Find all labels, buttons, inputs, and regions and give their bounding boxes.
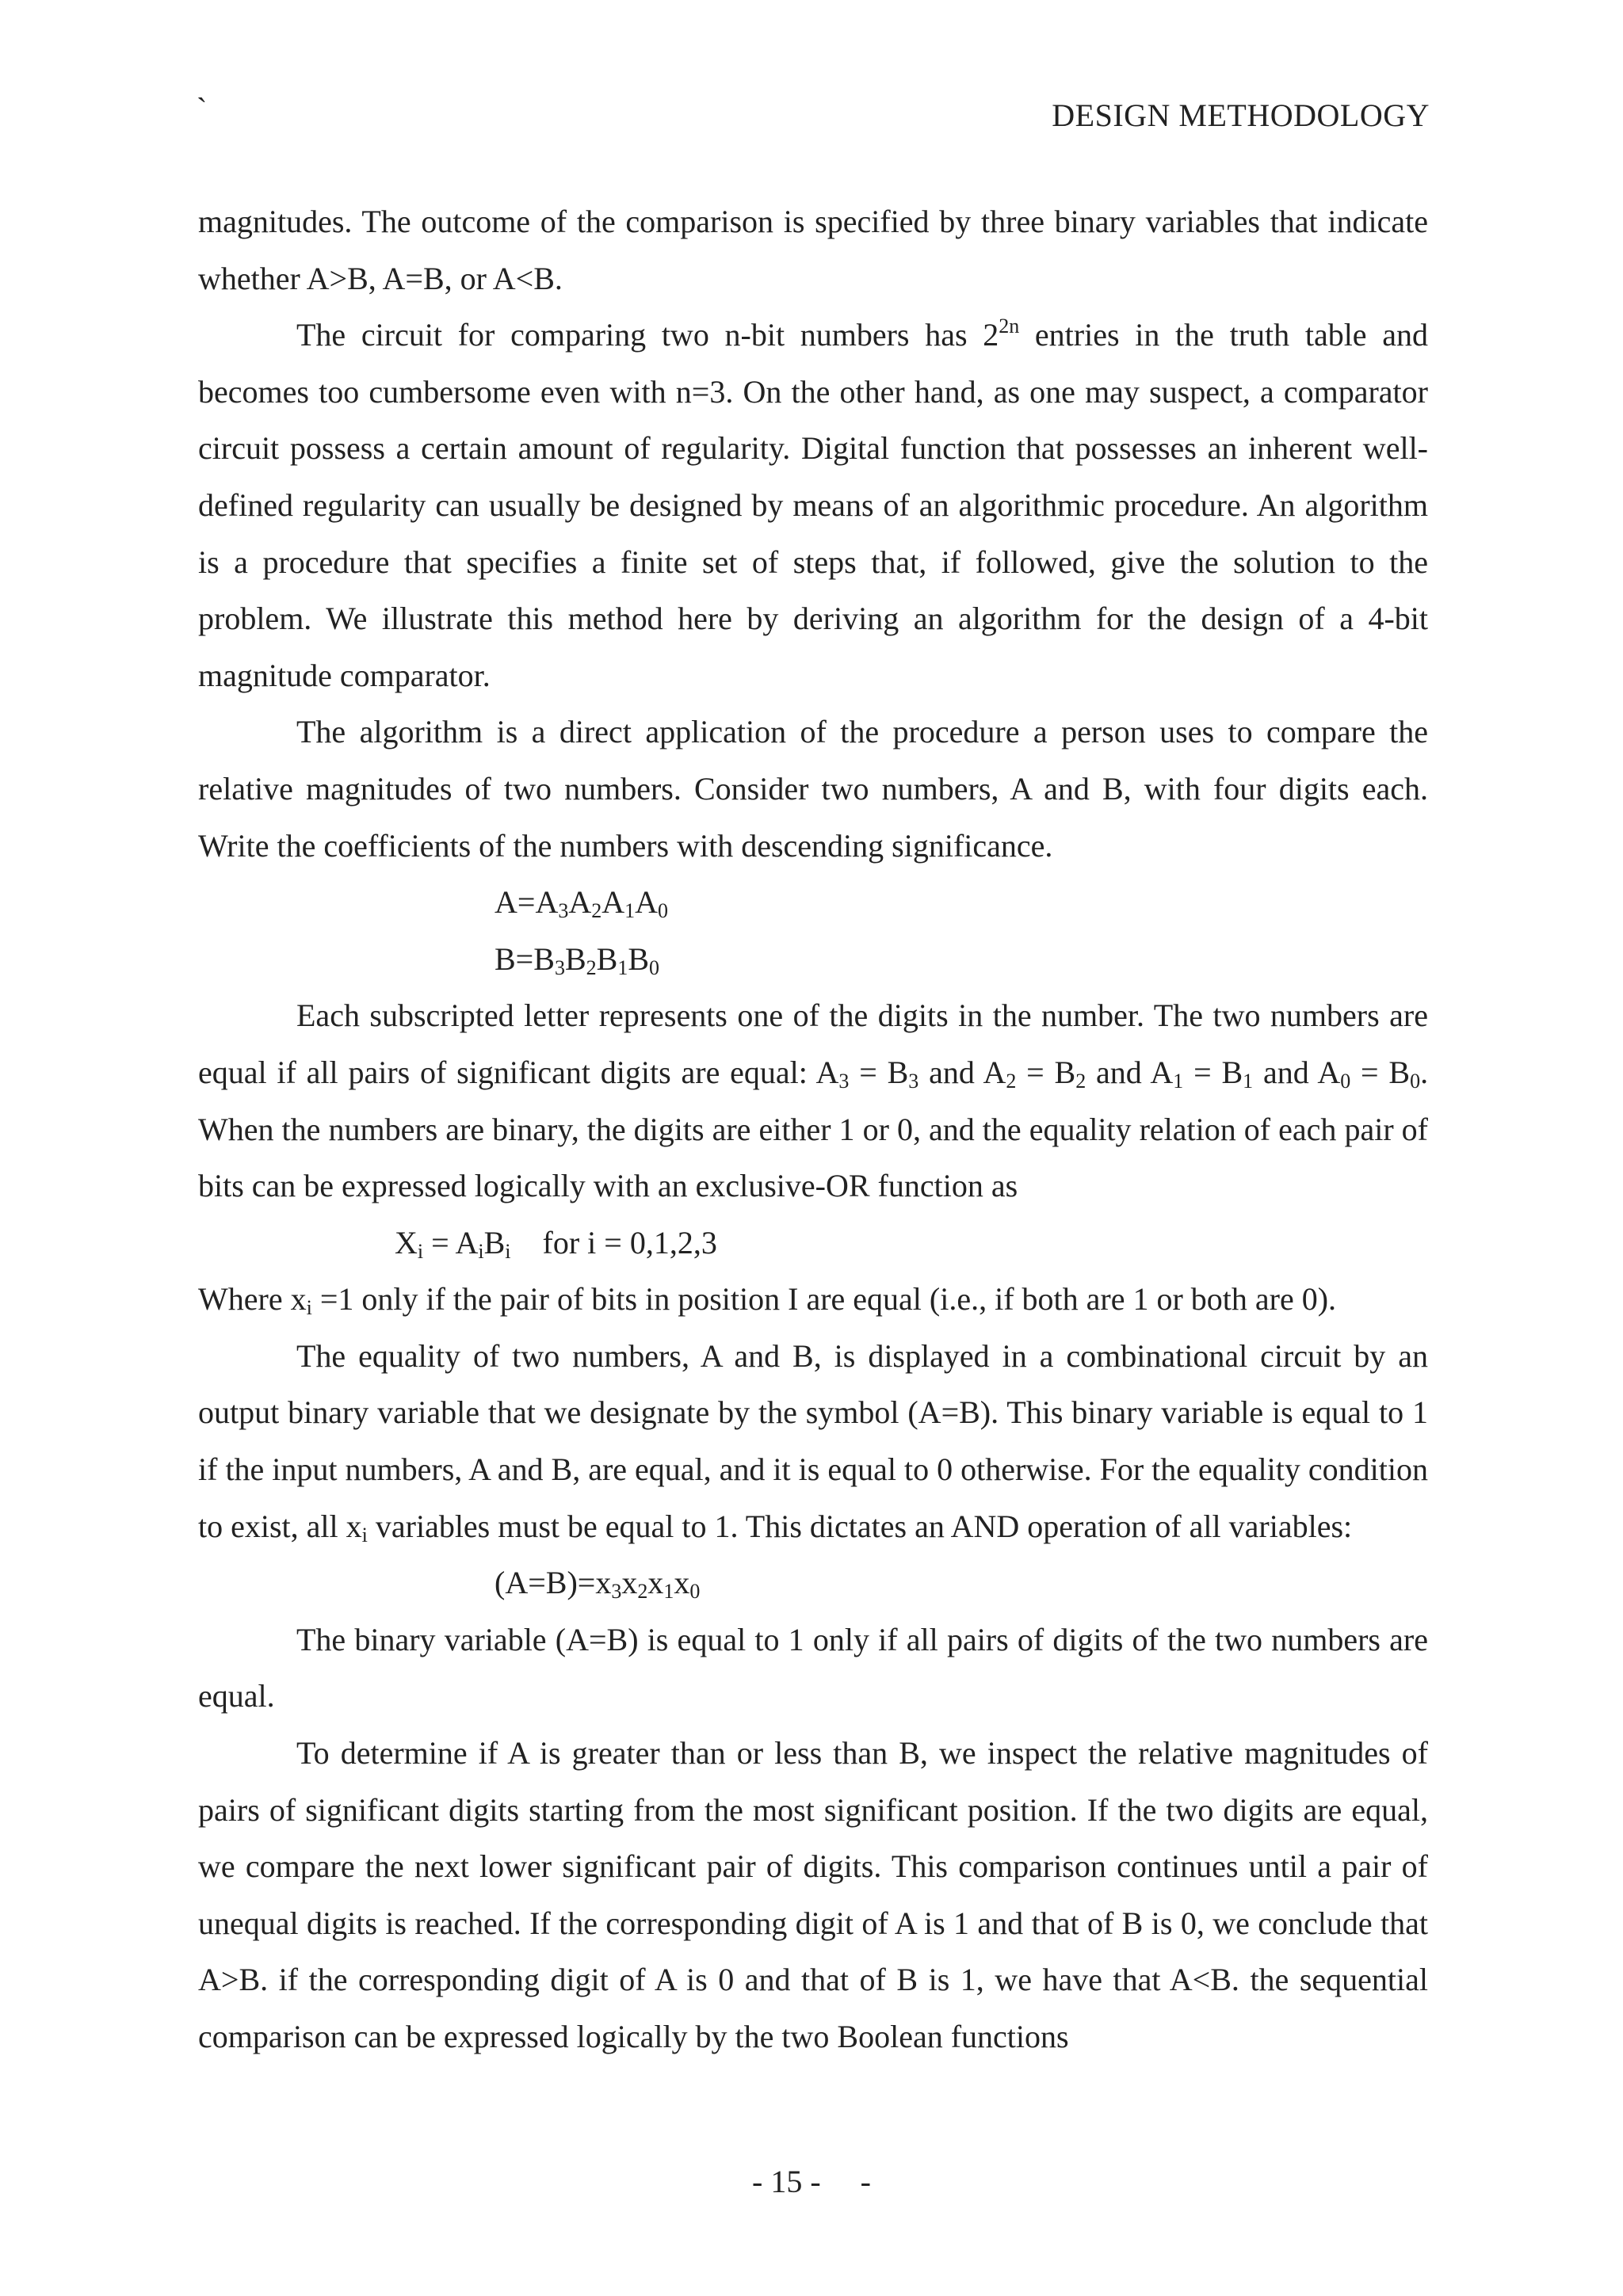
pair-right: B xyxy=(1221,1054,1243,1090)
term-base: A xyxy=(568,884,592,921)
pair-left: A xyxy=(1150,1054,1174,1090)
term-subscript: 3 xyxy=(558,899,569,923)
term-subscript: 3 xyxy=(611,1580,622,1604)
equation-xor xyxy=(198,1215,1428,1272)
xor-b: B xyxy=(483,1224,506,1261)
term-subscript: 0 xyxy=(649,955,659,979)
p5-text-a: Where x xyxy=(198,1281,307,1318)
body-text xyxy=(198,193,1428,2065)
paragraph-8: To determine if A is greater than or less than B, we inspect the relative magnitudes of pairs of significant digits starting from the most significant position. If the two digits are equal, we compare the next lower significant pair of digits. This comparison continues until a pair of unequal digits is reached. If the corresponding digit of A is 1 and that of B is 0, we conclude that A>B. if the corresponding digit of A is 0 and that of B is 1, we have that A<B. the sequential comparison can be expressed logically by the two Boolean functions xyxy=(198,1735,1428,2054)
pair-right-sub: 1 xyxy=(1243,1069,1254,1093)
header-mark: ` xyxy=(197,91,208,127)
pair-op: = xyxy=(1016,1054,1055,1090)
pair-right-sub: 2 xyxy=(1075,1069,1086,1093)
p6-text-b: variables must be equal to 1. This dictates an AND operation of all variables: xyxy=(367,1508,1353,1544)
xor-tail: for i = 0,1,2,3 xyxy=(510,1224,717,1261)
pair-left-sub: 2 xyxy=(1006,1069,1017,1093)
pair-left: A xyxy=(815,1054,839,1090)
xor-lhs: X xyxy=(395,1224,418,1261)
p6-sub: i xyxy=(361,1523,368,1547)
term-base: B xyxy=(628,940,649,977)
term-base: B xyxy=(533,940,555,977)
term-subscript: 2 xyxy=(586,955,597,979)
paragraph-7: The binary variable (A=B) is equal to 1 only if all pairs of digits of the two numbers are equal. xyxy=(198,1621,1428,1714)
page-number: - 15 - - xyxy=(752,2164,871,2199)
paragraph-4 xyxy=(198,987,1428,1214)
term-subscript: 2 xyxy=(591,899,602,923)
p6-text-a: The equality of two numbers, A and B, is displayed in a combinational circuit by an output binary variable that we designate by the symbol (A=B). This binary variable is equal to 1 if the input numbers, A and B, are equal, and it is equal to 0 otherwise. For the equality condition to exist, all x xyxy=(198,1337,1428,1544)
pair-right-sub: 0 xyxy=(1410,1069,1421,1093)
xor-lhs-sub: i xyxy=(417,1239,424,1263)
term-base: B xyxy=(564,940,586,977)
eq-and-terms xyxy=(595,1565,701,1604)
eq-b-lhs: B= xyxy=(495,940,534,977)
term-base: x xyxy=(621,1565,638,1601)
pair-left-sub: 1 xyxy=(1173,1069,1184,1093)
p2-superscript: 2n xyxy=(999,315,1020,338)
term-base: A xyxy=(535,884,559,921)
eq-a-terms xyxy=(535,884,669,923)
term-subscript: 3 xyxy=(554,955,565,979)
pair-op: = xyxy=(849,1054,888,1090)
equation-a xyxy=(198,874,1428,931)
pair-op: = xyxy=(1350,1054,1389,1090)
pair-left-sub: 3 xyxy=(838,1069,850,1093)
paragraph-6 xyxy=(198,1328,1428,1554)
pair-right: B xyxy=(887,1054,909,1090)
p5-sub: i xyxy=(306,1296,312,1320)
xor-mid: = A xyxy=(423,1224,479,1261)
term-base: x xyxy=(647,1565,664,1601)
term-subscript: 2 xyxy=(637,1580,648,1604)
pair-left: A xyxy=(1317,1054,1341,1090)
term-subscript: 1 xyxy=(663,1580,674,1604)
paragraph-2 xyxy=(198,307,1428,704)
p4-text-b: . When the numbers are binary, the digits are either 1 or 0, and the equality relation of each pair of bits can be expressed logically with an exclusive-OR function as xyxy=(198,1054,1429,1204)
eq-a-lhs: A= xyxy=(495,884,536,921)
term-base: A xyxy=(601,884,625,921)
pair-right: B xyxy=(1054,1054,1076,1090)
running-header: DESIGN METHODOLOGY xyxy=(1052,97,1430,133)
paragraph-5 xyxy=(198,1271,1428,1328)
equation-and xyxy=(198,1554,1428,1611)
p2-text-b: entries in the truth table and becomes too cumbersome even with n=3. On the other hand, as one may suspect, a comparator circuit possess a certain amount of regularity. Digital function that possesses an inherent well-defined regularity can usually be designed by means of an algorithmic procedure. An algorithm is a procedure that specifies a finite set of steps that, if followed, give the solution to the problem. We illustrate this method here by deriving an algorithm for the design of a 4-bit magnitude comparator. xyxy=(198,317,1429,693)
eq-b-terms xyxy=(533,941,659,977)
eq-and-lhs: (A=B)= xyxy=(495,1565,596,1601)
p5-text-b: =1 only if the pair of bits in position I are equal (i.e., if both are 1 or both are 0). xyxy=(311,1281,1337,1318)
equality-pairs xyxy=(815,1054,1421,1093)
xor-sub-1: i xyxy=(478,1239,484,1263)
pair-join: and xyxy=(1086,1054,1151,1090)
pair-join: and xyxy=(1253,1054,1318,1090)
pair-left-sub: 0 xyxy=(1340,1069,1351,1093)
paragraph-3: The algorithm is a direct application of the procedure a person uses to compare the relative magnitudes of two numbers. Consider two numbers, A and B, with four digits each. Write the coefficients of the numbers with descending significance. xyxy=(198,714,1428,864)
pair-left: A xyxy=(983,1054,1006,1090)
equation-b xyxy=(198,931,1428,988)
pair-right-sub: 3 xyxy=(908,1069,919,1093)
term-subscript: 0 xyxy=(689,1580,701,1604)
pair-join: and xyxy=(918,1054,983,1090)
pair-right: B xyxy=(1388,1054,1411,1090)
term-base: A xyxy=(635,884,659,921)
p4-text-a: Each subscripted letter represents one of the digits in the number. The two numbers are equal if all pairs of significant digits are equal: xyxy=(198,997,1428,1090)
xor-sub-2: i xyxy=(505,1239,511,1263)
p2-text-a: The circuit for comparing two n-bit numbers has 2 xyxy=(296,317,999,353)
pair-op: = xyxy=(1183,1054,1222,1090)
term-base: B xyxy=(596,940,618,977)
term-base: x xyxy=(595,1565,612,1601)
term-subscript: 1 xyxy=(624,899,636,923)
term-subscript: 1 xyxy=(617,955,628,979)
paragraph-1: magnitudes. The outcome of the comparison is specified by three binary variables that indicate whether A>B, A=B, or A<B. xyxy=(198,204,1428,296)
term-base: x xyxy=(674,1565,690,1601)
term-subscript: 0 xyxy=(658,899,669,923)
